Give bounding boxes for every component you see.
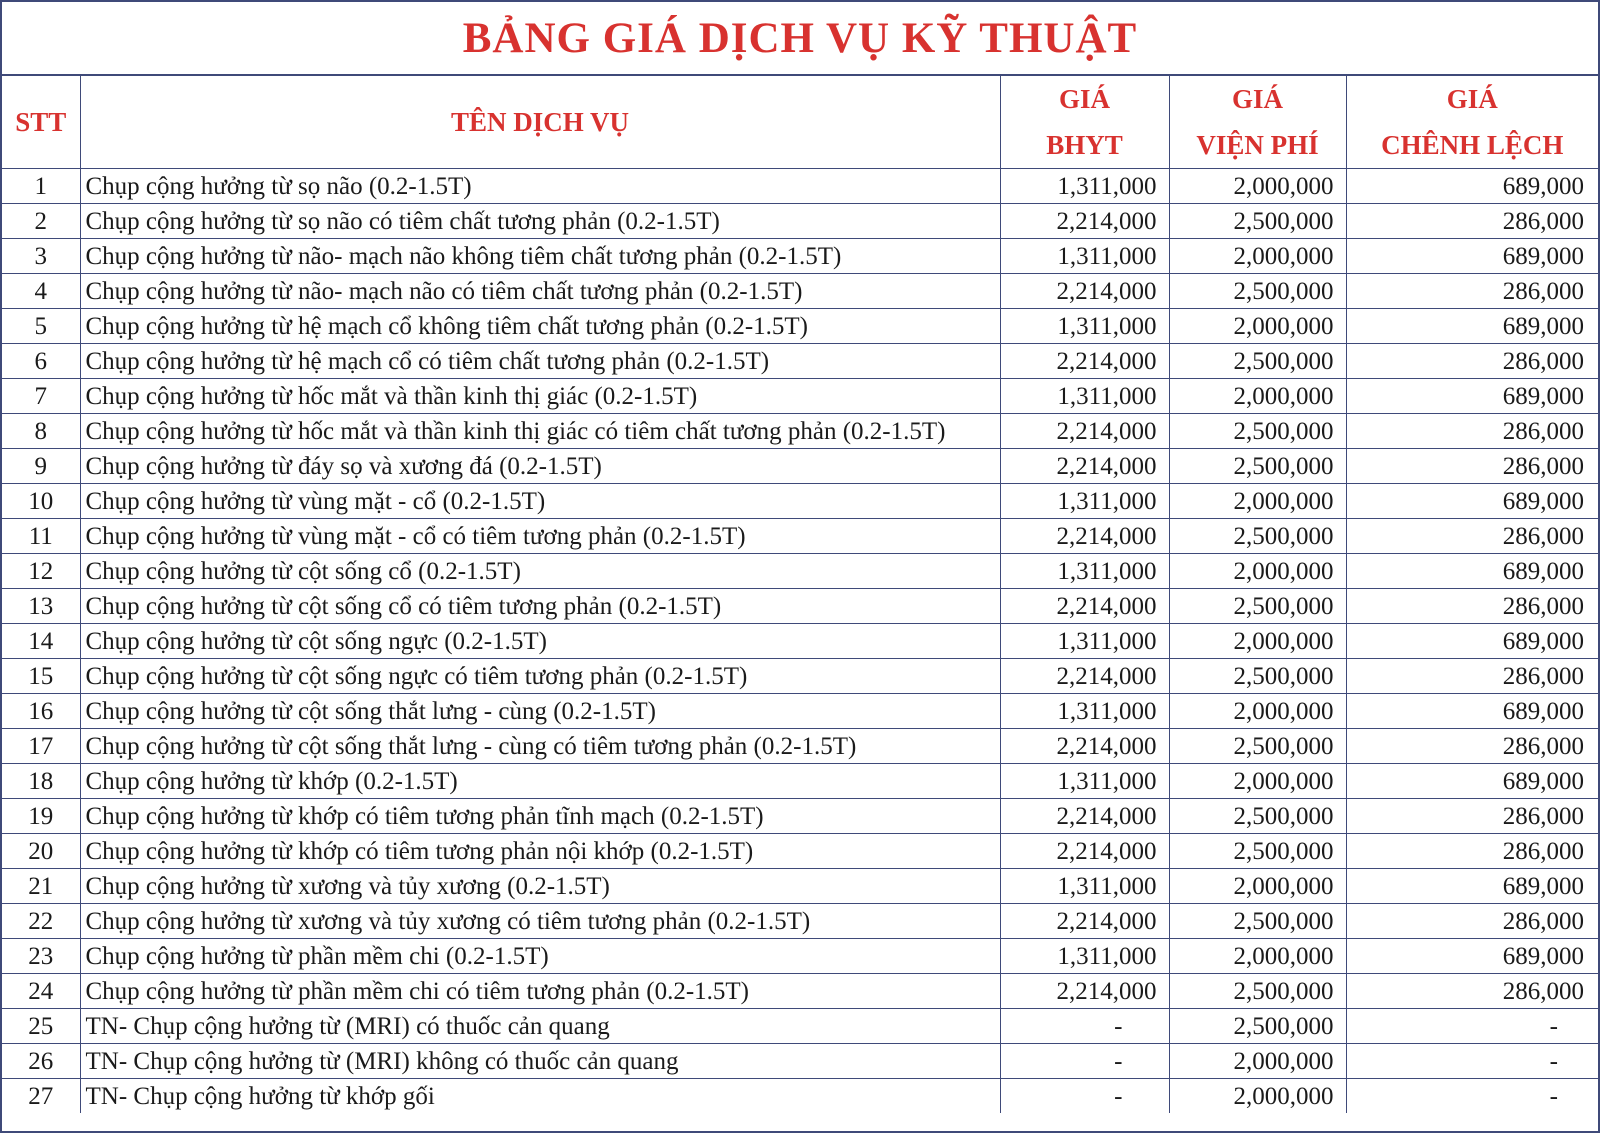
row-hospital-price: 2,000,000 <box>1169 169 1346 204</box>
row-bhyt-price: 2,214,000 <box>1000 344 1169 379</box>
row-difference-price: 689,000 <box>1346 554 1598 589</box>
row-stt: 9 <box>2 449 80 484</box>
row-service-name: Chụp cộng hưởng từ khớp có tiêm tương phản tĩnh mạch (0.2-1.5T) <box>80 799 1000 834</box>
row-service-name: Chụp cộng hưởng từ phần mềm chi có tiêm tương phản (0.2-1.5T) <box>80 974 1000 1009</box>
row-bhyt-price: 1,311,000 <box>1000 309 1169 344</box>
row-bhyt-price: 1,311,000 <box>1000 169 1169 204</box>
row-bhyt-price: - <box>1000 1009 1169 1044</box>
row-difference-price: 689,000 <box>1346 484 1598 519</box>
row-service-name: Chụp cộng hưởng từ hốc mắt và thần kinh thị giác có tiêm chất tương phản (0.2-1.5T) <box>80 414 1000 449</box>
row-hospital-price: 2,500,000 <box>1169 519 1346 554</box>
row-bhyt-price: 2,214,000 <box>1000 729 1169 764</box>
header-bhyt-line-2: BHYT <box>1046 130 1123 160</box>
row-service-name: Chụp cộng hưởng từ cột sống cổ có tiêm tương phản (0.2-1.5T) <box>80 589 1000 624</box>
row-difference-price: 689,000 <box>1346 379 1598 414</box>
row-difference-price: 689,000 <box>1346 694 1598 729</box>
row-difference-price: 689,000 <box>1346 309 1598 344</box>
row-hospital-price: 2,000,000 <box>1169 484 1346 519</box>
row-hospital-price: 2,500,000 <box>1169 904 1346 939</box>
row-hospital-price: 2,500,000 <box>1169 274 1346 309</box>
row-stt: 5 <box>2 309 80 344</box>
row-service-name: Chụp cộng hưởng từ phần mềm chi (0.2-1.5T) <box>80 939 1000 974</box>
table-row <box>2 589 1598 624</box>
row-difference-price: 286,000 <box>1346 904 1598 939</box>
row-stt: 2 <box>2 204 80 239</box>
row-bhyt-price: 1,311,000 <box>1000 939 1169 974</box>
row-stt: 25 <box>2 1009 80 1044</box>
row-stt: 17 <box>2 729 80 764</box>
row-stt: 20 <box>2 834 80 869</box>
row-service-name: Chụp cộng hưởng từ xương và tủy xương có tiêm tương phản (0.2-1.5T) <box>80 904 1000 939</box>
row-difference-price: 286,000 <box>1346 659 1598 694</box>
row-stt: 23 <box>2 939 80 974</box>
table-row <box>2 554 1598 589</box>
row-difference-price: 689,000 <box>1346 764 1598 799</box>
row-hospital-price: 2,500,000 <box>1169 974 1346 1009</box>
row-stt: 21 <box>2 869 80 904</box>
table-row <box>2 1079 1598 1114</box>
row-service-name: Chụp cộng hưởng từ vùng mặt - cổ có tiêm tương phản (0.2-1.5T) <box>80 519 1000 554</box>
table-row <box>2 484 1598 519</box>
header-stt: STT <box>2 76 80 169</box>
header-service-name: TÊN DỊCH VỤ <box>80 76 1000 169</box>
row-hospital-price: 2,000,000 <box>1169 309 1346 344</box>
header-bhyt-price <box>1000 76 1169 169</box>
table-row <box>2 1044 1598 1079</box>
row-hospital-price: 2,500,000 <box>1169 414 1346 449</box>
row-service-name: Chụp cộng hưởng từ khớp có tiêm tương phản nội khớp (0.2-1.5T) <box>80 834 1000 869</box>
price-table <box>2 76 1598 1113</box>
table-row <box>2 694 1598 729</box>
row-hospital-price: 2,000,000 <box>1169 554 1346 589</box>
row-difference-price: 689,000 <box>1346 869 1598 904</box>
row-stt: 11 <box>2 519 80 554</box>
row-difference-price: 286,000 <box>1346 344 1598 379</box>
row-bhyt-price: 2,214,000 <box>1000 799 1169 834</box>
row-service-name: Chụp cộng hưởng từ hệ mạch cổ có tiêm chất tương phản (0.2-1.5T) <box>80 344 1000 379</box>
table-row <box>2 869 1598 904</box>
row-difference-price: - <box>1346 1009 1598 1044</box>
row-difference-price: 286,000 <box>1346 729 1598 764</box>
row-service-name: TN- Chụp cộng hưởng từ (MRI) có thuốc cản quang <box>80 1009 1000 1044</box>
row-service-name: Chụp cộng hưởng từ hệ mạch cổ không tiêm chất tương phản (0.2-1.5T) <box>80 309 1000 344</box>
header-vienphi-line-1: GIÁ <box>1231 84 1283 114</box>
row-stt: 7 <box>2 379 80 414</box>
row-hospital-price: 2,500,000 <box>1169 449 1346 484</box>
row-bhyt-price: 1,311,000 <box>1000 554 1169 589</box>
row-difference-price: 286,000 <box>1346 974 1598 1009</box>
row-bhyt-price: 2,214,000 <box>1000 204 1169 239</box>
row-difference-price: 286,000 <box>1346 589 1598 624</box>
header-vienphi-line-2: VIỆN PHÍ <box>1196 130 1319 160</box>
row-stt: 18 <box>2 764 80 799</box>
table-row <box>2 834 1598 869</box>
row-stt: 16 <box>2 694 80 729</box>
header-hospital-price <box>1169 76 1346 169</box>
row-bhyt-price: 2,214,000 <box>1000 974 1169 1009</box>
table-row <box>2 309 1598 344</box>
row-difference-price: 286,000 <box>1346 449 1598 484</box>
table-body <box>2 169 1598 1114</box>
row-stt: 19 <box>2 799 80 834</box>
row-hospital-price: 2,500,000 <box>1169 834 1346 869</box>
page-title: BẢNG GIÁ DỊCH VỤ KỸ THUẬT <box>2 2 1598 76</box>
row-hospital-price: 2,000,000 <box>1169 869 1346 904</box>
row-hospital-price: 2,000,000 <box>1169 239 1346 274</box>
row-bhyt-price: 2,214,000 <box>1000 414 1169 449</box>
row-difference-price: 286,000 <box>1346 204 1598 239</box>
table-row <box>2 624 1598 659</box>
header-row <box>2 76 1598 169</box>
row-stt: 3 <box>2 239 80 274</box>
row-hospital-price: 2,000,000 <box>1169 1079 1346 1114</box>
row-service-name: Chụp cộng hưởng từ cột sống thắt lưng - cùng (0.2-1.5T) <box>80 694 1000 729</box>
row-hospital-price: 2,000,000 <box>1169 694 1346 729</box>
row-difference-price: 286,000 <box>1346 834 1598 869</box>
row-stt: 6 <box>2 344 80 379</box>
table-row <box>2 274 1598 309</box>
table-row <box>2 414 1598 449</box>
row-stt: 12 <box>2 554 80 589</box>
header-chenhlech-line-1: GIÁ <box>1446 84 1498 114</box>
row-bhyt-price: 1,311,000 <box>1000 624 1169 659</box>
row-service-name: Chụp cộng hưởng từ sọ não có tiêm chất tương phản (0.2-1.5T) <box>80 204 1000 239</box>
row-hospital-price: 2,500,000 <box>1169 659 1346 694</box>
row-service-name: Chụp cộng hưởng từ não- mạch não có tiêm chất tương phản (0.2-1.5T) <box>80 274 1000 309</box>
row-service-name: Chụp cộng hưởng từ cột sống thắt lưng - cùng có tiêm tương phản (0.2-1.5T) <box>80 729 1000 764</box>
table-row <box>2 799 1598 834</box>
row-bhyt-price: - <box>1000 1079 1169 1114</box>
row-bhyt-price: 1,311,000 <box>1000 484 1169 519</box>
table-row <box>2 519 1598 554</box>
row-service-name: TN- Chụp cộng hưởng từ (MRI) không có thuốc cản quang <box>80 1044 1000 1079</box>
row-difference-price: - <box>1346 1044 1598 1079</box>
row-service-name: TN- Chụp cộng hưởng từ khớp gối <box>80 1079 1000 1114</box>
table-row <box>2 169 1598 204</box>
row-difference-price: 689,000 <box>1346 239 1598 274</box>
table-row <box>2 344 1598 379</box>
table-row <box>2 764 1598 799</box>
row-hospital-price: 2,500,000 <box>1169 729 1346 764</box>
table-row <box>2 204 1598 239</box>
row-bhyt-price: 2,214,000 <box>1000 589 1169 624</box>
row-service-name: Chụp cộng hưởng từ khớp (0.2-1.5T) <box>80 764 1000 799</box>
row-bhyt-price: 1,311,000 <box>1000 379 1169 414</box>
row-bhyt-price: 2,214,000 <box>1000 449 1169 484</box>
row-stt: 14 <box>2 624 80 659</box>
row-service-name: Chụp cộng hưởng từ cột sống cổ (0.2-1.5T) <box>80 554 1000 589</box>
row-bhyt-price: - <box>1000 1044 1169 1079</box>
row-bhyt-price: 1,311,000 <box>1000 694 1169 729</box>
row-difference-price: 286,000 <box>1346 519 1598 554</box>
row-difference-price: - <box>1346 1079 1598 1114</box>
row-bhyt-price: 2,214,000 <box>1000 274 1169 309</box>
row-stt: 4 <box>2 274 80 309</box>
row-stt: 1 <box>2 169 80 204</box>
row-hospital-price: 2,000,000 <box>1169 379 1346 414</box>
row-bhyt-price: 2,214,000 <box>1000 834 1169 869</box>
header-bhyt-line-1: GIÁ <box>1058 84 1110 114</box>
row-stt: 8 <box>2 414 80 449</box>
row-service-name: Chụp cộng hưởng từ xương và tủy xương (0.2-1.5T) <box>80 869 1000 904</box>
row-service-name: Chụp cộng hưởng từ cột sống ngực có tiêm tương phản (0.2-1.5T) <box>80 659 1000 694</box>
row-hospital-price: 2,500,000 <box>1169 344 1346 379</box>
row-difference-price: 689,000 <box>1346 169 1598 204</box>
table-row <box>2 904 1598 939</box>
row-stt: 15 <box>2 659 80 694</box>
row-service-name: Chụp cộng hưởng từ đáy sọ và xương đá (0.2-1.5T) <box>80 449 1000 484</box>
row-bhyt-price: 2,214,000 <box>1000 659 1169 694</box>
table-row <box>2 1009 1598 1044</box>
row-hospital-price: 2,000,000 <box>1169 1044 1346 1079</box>
table-row <box>2 379 1598 414</box>
row-hospital-price: 2,500,000 <box>1169 1009 1346 1044</box>
row-difference-price: 286,000 <box>1346 414 1598 449</box>
row-hospital-price: 2,000,000 <box>1169 624 1346 659</box>
row-service-name: Chụp cộng hưởng từ cột sống ngực (0.2-1.5T) <box>80 624 1000 659</box>
row-stt: 22 <box>2 904 80 939</box>
table-row <box>2 239 1598 274</box>
row-difference-price: 286,000 <box>1346 274 1598 309</box>
row-stt: 13 <box>2 589 80 624</box>
row-stt: 10 <box>2 484 80 519</box>
row-service-name: Chụp cộng hưởng từ sọ não (0.2-1.5T) <box>80 169 1000 204</box>
table-row <box>2 939 1598 974</box>
row-bhyt-price: 2,214,000 <box>1000 904 1169 939</box>
row-stt: 27 <box>2 1079 80 1114</box>
row-hospital-price: 2,500,000 <box>1169 799 1346 834</box>
row-hospital-price: 2,000,000 <box>1169 764 1346 799</box>
row-difference-price: 689,000 <box>1346 939 1598 974</box>
table-row <box>2 729 1598 764</box>
row-service-name: Chụp cộng hưởng từ hốc mắt và thần kinh thị giác (0.2-1.5T) <box>80 379 1000 414</box>
row-bhyt-price: 2,214,000 <box>1000 519 1169 554</box>
table-row <box>2 974 1598 1009</box>
row-difference-price: 286,000 <box>1346 799 1598 834</box>
header-chenhlech-line-2: CHÊNH LỆCH <box>1381 130 1564 160</box>
row-hospital-price: 2,000,000 <box>1169 939 1346 974</box>
row-service-name: Chụp cộng hưởng từ não- mạch não không tiêm chất tương phản (0.2-1.5T) <box>80 239 1000 274</box>
row-hospital-price: 2,500,000 <box>1169 204 1346 239</box>
row-hospital-price: 2,500,000 <box>1169 589 1346 624</box>
header-difference-price <box>1346 76 1598 169</box>
row-stt: 26 <box>2 1044 80 1079</box>
row-difference-price: 689,000 <box>1346 624 1598 659</box>
row-bhyt-price: 1,311,000 <box>1000 239 1169 274</box>
table-row <box>2 659 1598 694</box>
row-bhyt-price: 1,311,000 <box>1000 869 1169 904</box>
table-row <box>2 449 1598 484</box>
row-bhyt-price: 1,311,000 <box>1000 764 1169 799</box>
row-service-name: Chụp cộng hưởng từ vùng mặt - cổ (0.2-1.5T) <box>80 484 1000 519</box>
row-stt: 24 <box>2 974 80 1009</box>
